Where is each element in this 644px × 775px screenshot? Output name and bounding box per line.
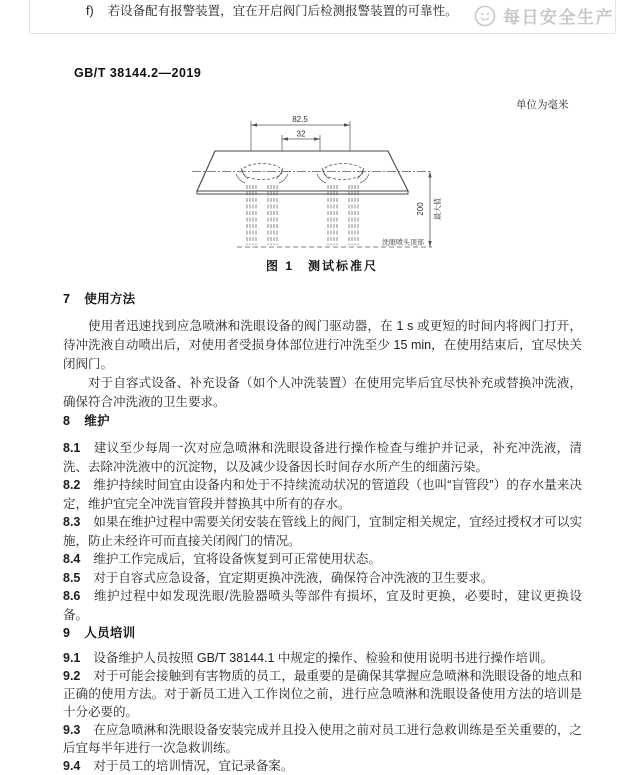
test-gauge-plate [197, 151, 408, 191]
clause-text: 对于员工的培训情况，宜记录备案。 [93, 759, 294, 773]
arrow-icon [428, 172, 431, 178]
dim-inner-value: 32 [296, 129, 306, 139]
unit-note: 单位为毫米 [516, 99, 569, 111]
clause-number: 9.2 [63, 669, 81, 683]
clause-number: 8.6 [63, 589, 81, 603]
arrow-icon [344, 123, 350, 126]
clause-9-1 [63, 649, 582, 667]
section-7-paragraph: 使用者迅速找到应急喷淋和洗眼设备的阀门驱动器，在 1 s 或更短的时间内将阀门打开，待冲洗液自动喷出后，对使用者受损身体部位进行冲洗至少 15 min，在使用结束后，宜尽快关闭阀门。 [63, 319, 582, 371]
figure-1-drawing [170, 112, 462, 258]
arrow-icon [251, 123, 257, 126]
nozzle-top-label: 洗眼喷头顶部 [382, 239, 424, 247]
section-8-heading [63, 412, 582, 431]
clause-text: 维护持续时间宜由设备内和处于不持续流动状况的管道段（也叫“盲管段”）的存水量来决定，维护宜完全冲洗盲管段并替换其中所有的存水。 [63, 478, 582, 511]
clause-text: 如果在维护过程中需要关闭安装在管线上的阀门，宜制定相关规定，宜经过授权才可以实施，防止未经许可而直接关闭阀门的情况。 [63, 515, 582, 548]
clause-8-3 [63, 513, 582, 550]
dim-height-label: 最大值 [433, 197, 442, 221]
clause-text: 设备维护人员按照 GB/T 38144.1 中规定的操作、检验和使用说明书进行操作培训。 [93, 651, 553, 665]
figure-caption: 图 1 测试标准尺 [265, 259, 378, 273]
clause-text: 维护工作完成后，宜将设备恢复到可正常使用状态。 [93, 552, 381, 566]
section-8-number: 8 [63, 414, 71, 428]
arrow-icon [428, 241, 431, 247]
section-8-title: 维护 [84, 414, 110, 428]
section-8-clauses [63, 439, 582, 624]
watermark-text: 每日安全生产 [503, 8, 614, 27]
section-7-heading [63, 290, 582, 309]
clause-text: 对于自容式应急设备，宜定期更换冲洗液，确保符合冲洗液的卫生要求。 [93, 570, 494, 585]
section-7-paragraph: 对于自容式设备、补充设备（如个人冲洗装置）在使用完毕后宜尽快补充或替换冲洗液，确保符合冲洗液的卫生要求。 [63, 376, 582, 409]
clause-8-5 [63, 569, 582, 588]
clause-number: 8.3 [63, 515, 81, 529]
clause-number: 8.1 [63, 441, 81, 455]
clause-text: 建议至少每周一次对应急喷淋和洗眼设备进行操作检查与维护并记录，补充冲洗液，清洗、去除冲洗液中的沉淀物，以及减少设备因长时间存水所产生的细菌污染。 [63, 441, 582, 474]
document-body [63, 290, 582, 775]
clause-number: 9.1 [63, 651, 81, 665]
section-7-number: 7 [63, 292, 71, 306]
clause-text: 在应急喷淋和洗眼设备安装完成并且投入使用之前对员工进行急救训练是至关重要的，之后宜每半年进行一次急救训练。 [63, 723, 582, 755]
list-item-f-label: f) [86, 4, 94, 18]
section-7-title: 使用方法 [84, 292, 136, 306]
list-item-f-text: 若设备配有报警装置，宜在开启阀门后检测报警装置的可靠性。 [107, 4, 458, 18]
arrow-icon [314, 137, 320, 140]
clause-text: 维护过程中如发现洗眼/洗脸器喷头等部件有损坏，宜及时更换，必要时，建议更换设备。 [63, 589, 582, 622]
circle-logo-icon [473, 4, 497, 28]
list-item-f [86, 4, 458, 19]
clause-number: 9.4 [63, 759, 81, 773]
plate-thickness-edge [197, 191, 408, 194]
clause-9-4 [63, 757, 582, 775]
clause-number: 8.2 [63, 478, 81, 492]
watermark [473, 3, 614, 28]
clause-8-4 [63, 550, 582, 569]
dim-outer-value: 82.5 [292, 115, 308, 124]
clause-text: 对于可能会接触到有害物质的员工，最重要的是确保其掌握应急喷淋和洗眼设备的地点和正确的使用方法。对于新员工进入工作岗位之前，进行应急喷淋和洗眼设备使用方法的培训是十分必要的。 [63, 669, 582, 719]
section-9-title: 人员培训 [84, 626, 136, 640]
dim-height-value: 200 [416, 202, 425, 216]
clause-number: 8.4 [63, 552, 81, 566]
clause-number: 8.5 [63, 570, 81, 585]
clause-8-1 [63, 439, 582, 476]
clause-8-2 [63, 476, 582, 513]
clause-9-2 [63, 667, 582, 721]
standard-number: GB/T 38144.2—2019 [74, 66, 202, 80]
section-9-heading [63, 624, 582, 643]
arrow-icon [282, 137, 288, 140]
section-9-clauses [63, 649, 582, 775]
clause-8-6 [63, 587, 582, 624]
clause-number: 9.3 [63, 723, 81, 737]
section-9-number: 9 [63, 626, 71, 640]
clause-9-3 [63, 721, 582, 757]
